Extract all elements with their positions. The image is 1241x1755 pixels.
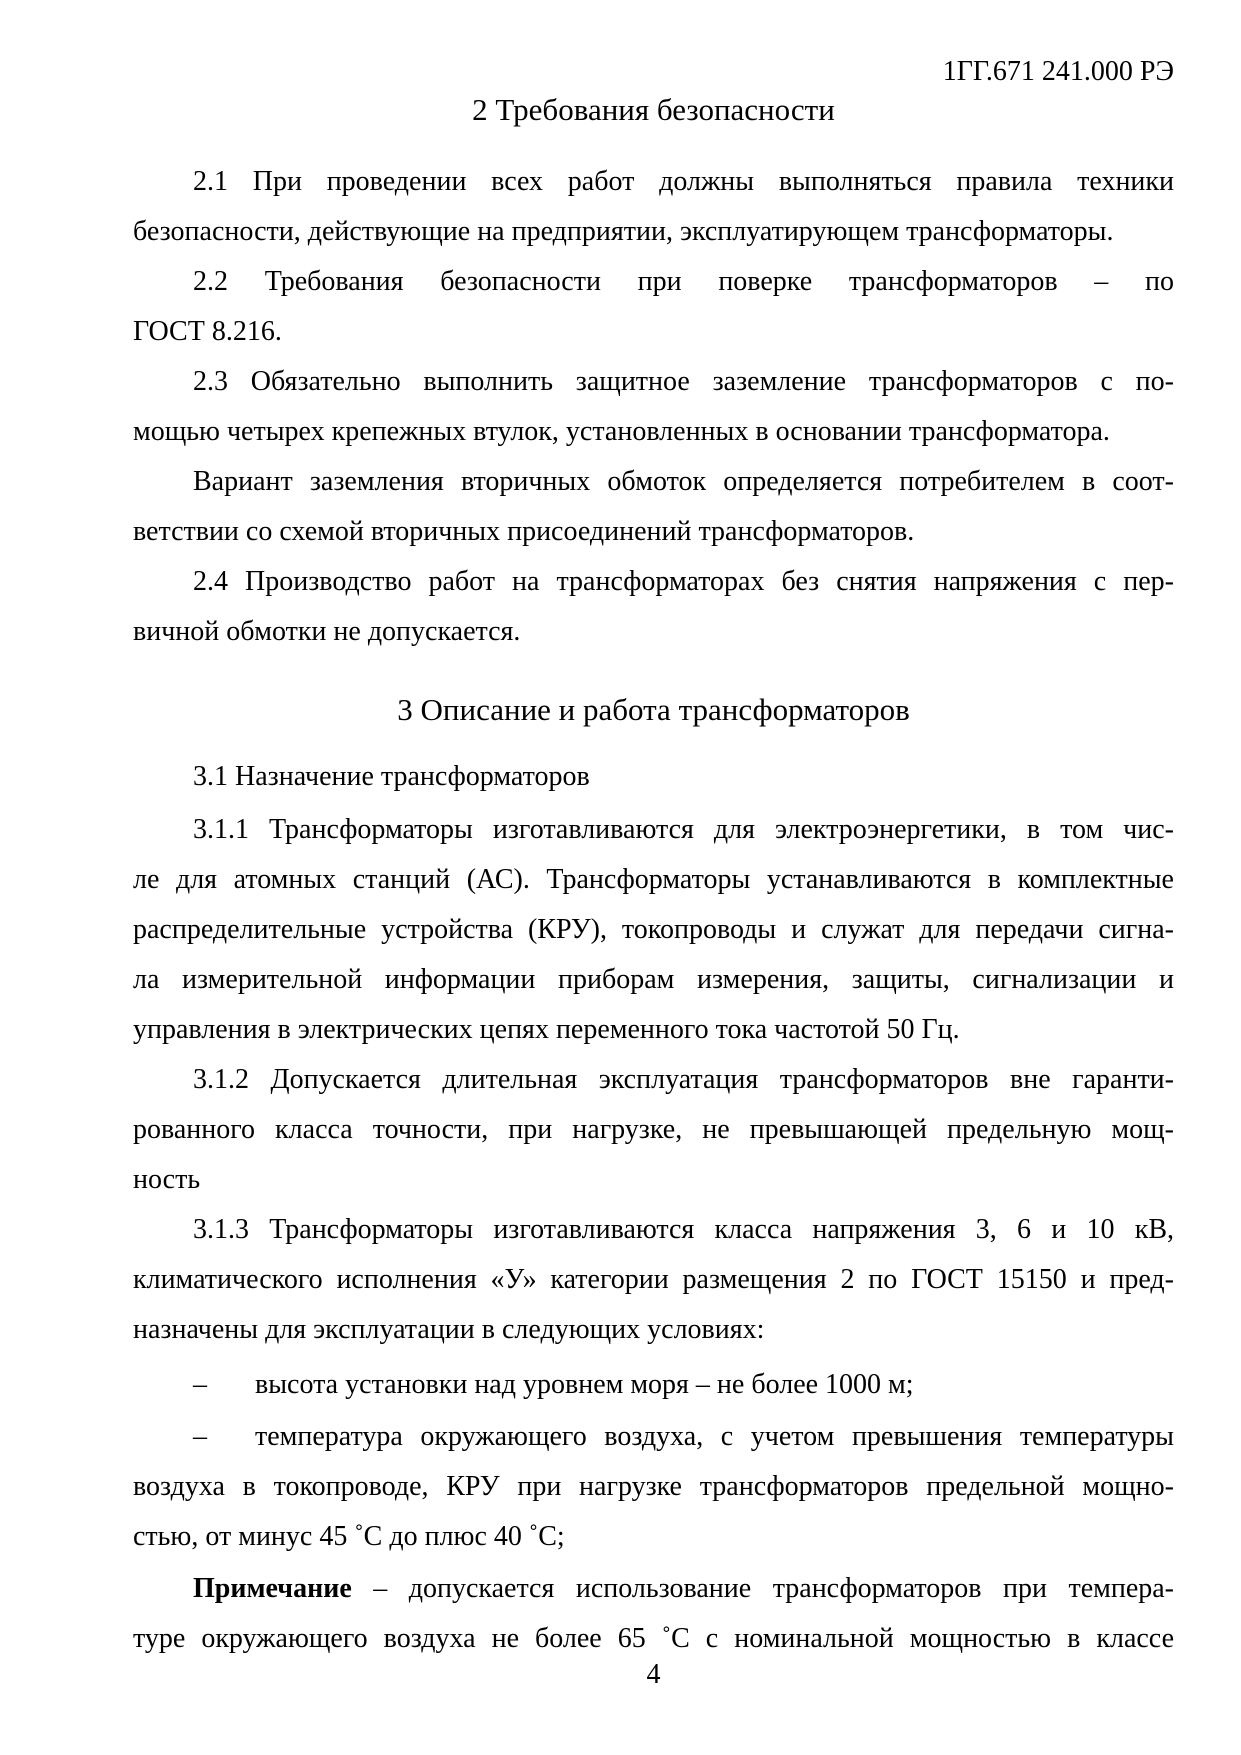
text-line: 2.2 Требования безопасности при поверке трансформаторов – по [193, 266, 1174, 297]
note-text: – допускается использование трансформаторов при темпера- [373, 1573, 1175, 1604]
list-item-text: высота установки над уровнем моря – не более 1000 м; [255, 1369, 914, 1400]
text-line: ГОСТ 8.216. [133, 316, 282, 347]
text-line: 2.1 При проведении всех работ должны выполняться правила техники [193, 166, 1174, 197]
note-line: туре окружающего воздуха не более 65 ˚С с номинальной мощностью в классе [133, 1623, 1174, 1654]
note-label: Примечание [193, 1573, 352, 1604]
text-line: 3.1.2 Допускается длительная эксплуатация трансформаторов вне гаранти- [193, 1064, 1174, 1095]
text-line: распределительные устройства (КРУ), токопроводы и служат для передачи сигна- [133, 914, 1174, 945]
list-marker-dash: – [193, 1369, 207, 1400]
page-number: 4 [646, 1659, 661, 1690]
text-line: 2.3 Обязательно выполнить защитное заземление трансформаторов с по- [193, 366, 1174, 397]
text-line: 2.4 Производство работ на трансформаторах без снятия напряжения с пер- [193, 566, 1174, 597]
text-line: рованного класса точности, при нагрузке, не превышающей предельную мощ- [133, 1114, 1174, 1145]
subsection-heading: 3.1 Назначение трансформаторов [193, 761, 590, 792]
text-line: 3.1.1 Трансформаторы изготавливаются для электроэнергетики, в том чис- [193, 814, 1174, 845]
text-line: стью, от минус 45 ˚С до плюс 40 ˚С; [133, 1521, 565, 1552]
text-line: вичной обмотки не допускается. [133, 616, 521, 647]
text-line: управления в электрических цепях переменного тока частотой 50 Гц. [133, 1014, 960, 1045]
text-line: Вариант заземления вторичных обмоток определяется потребителем в соот- [193, 466, 1174, 497]
list-item-line [133, 1412, 1174, 1462]
section-2-heading: 2 Требования безопасности [472, 92, 835, 127]
text-line: воздуха в токопроводе, КРУ при нагрузке трансформаторов предельной мощно- [133, 1471, 1174, 1502]
text-line: безопасности, действующие на предприятии, эксплуатирующем трансформаторы. [133, 216, 1114, 247]
section-3-heading: 3 Описание и работа трансформаторов [397, 692, 910, 727]
text-line: климатического исполнения «У» категории размещения 2 по ГОСТ 15150 и пред- [133, 1264, 1174, 1295]
text-line: мощью четырех крепежных втулок, установленных в основании трансформатора. [133, 416, 1110, 447]
text-line: 3.1.3 Трансформаторы изготавливаются класса напряжения 3, 6 и 10 кВ, [193, 1214, 1174, 1245]
list-marker-dash: – [193, 1421, 207, 1452]
list-item-line [133, 1360, 1174, 1410]
text-line: ле для атомных станций (АС). Трансформаторы устанавливаются в комплектные [133, 864, 1174, 895]
text-line: ла измерительной информации приборам измерения, защиты, сигнализации и [133, 964, 1174, 995]
text-column [133, 0, 1174, 1664]
doc-code: 1ГГ.671 241.000 РЭ [942, 56, 1174, 87]
text-line: ветствии со схемой вторичных присоединений трансформаторов. [133, 516, 915, 547]
note-line [133, 1564, 1174, 1614]
text-line: ность [133, 1164, 201, 1195]
list-item-text: температура окружающего воздуха, с учетом превышения температуры [255, 1421, 1174, 1452]
text-line: назначены для эксплуатации в следующих условиях: [133, 1314, 765, 1345]
